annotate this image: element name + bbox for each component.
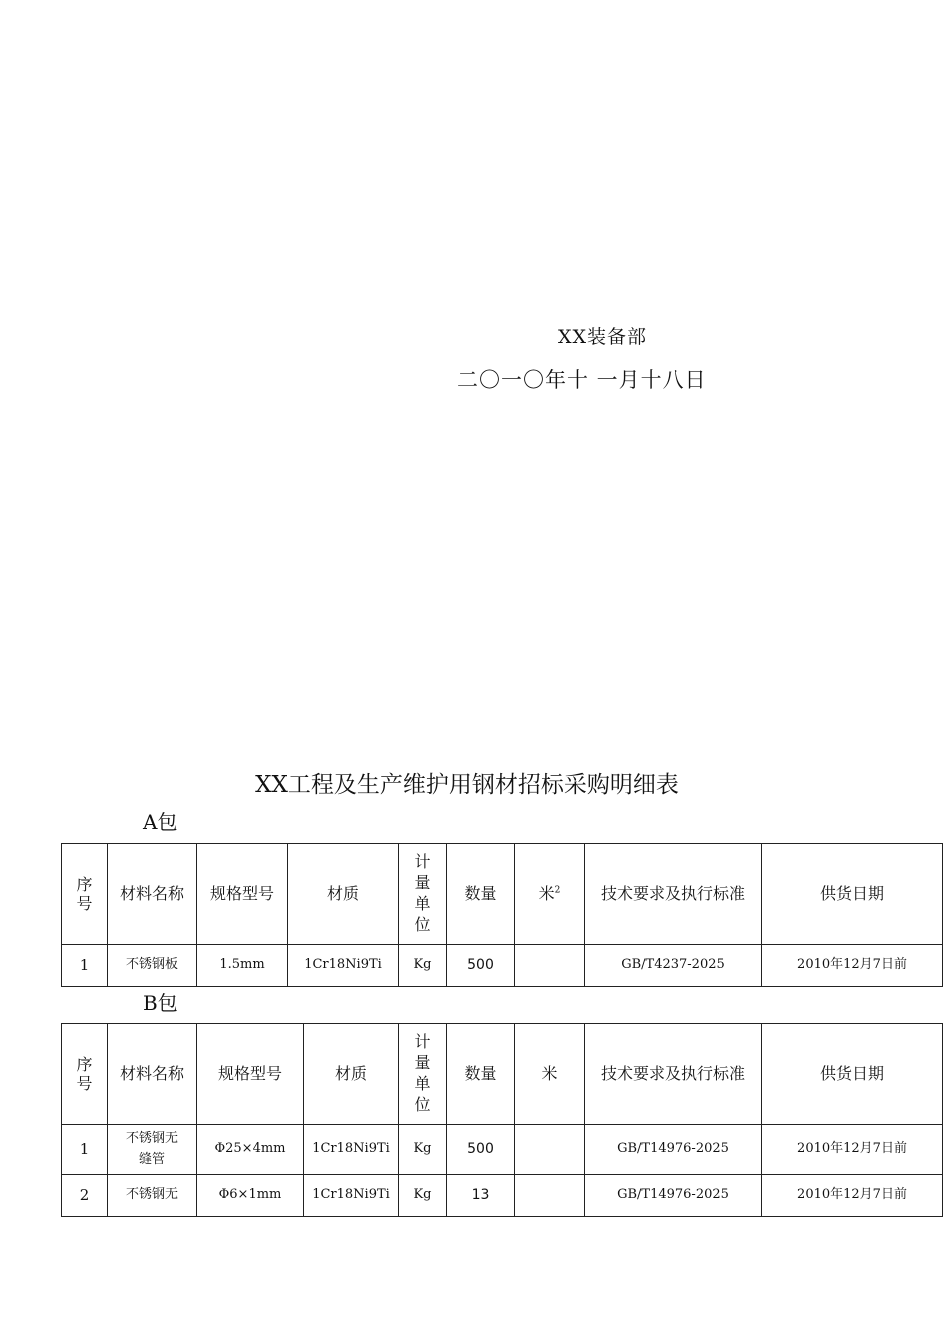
issuer-name: XX装备部 [558, 326, 648, 348]
cell-date: 2010年12月7日前 [762, 1175, 943, 1217]
header-spec: 规格型号 [197, 844, 288, 945]
header-unit: 计量单位 [399, 844, 447, 945]
issue-date: 二〇一〇年十 一月十八日 [457, 368, 707, 392]
cell-standard: GB/T4237-2025 [585, 945, 762, 987]
cell-qty: 13 [447, 1175, 515, 1217]
cell-seq: 1 [62, 1125, 108, 1175]
header-qty: 数量 [447, 1024, 515, 1125]
cell-meter [515, 1125, 585, 1175]
cell-qty: 500 [447, 945, 515, 987]
header-date: 供货日期 [762, 1024, 943, 1125]
document-title-text: XX工程及生产维护用钢材招标采购明细表 [255, 772, 679, 798]
cell-meter [515, 945, 585, 987]
cell-unit: Kg [399, 1175, 447, 1217]
cell-material: 1Cr18Ni9Ti [304, 1125, 399, 1175]
header-qty: 数量 [447, 844, 515, 945]
header-spec: 规格型号 [197, 1024, 304, 1125]
cell-name: 不锈钢板 [108, 945, 197, 987]
cell-unit: Kg [399, 1125, 447, 1175]
cell-name: 不锈钢无 [108, 1175, 197, 1217]
package-b-table [61, 1023, 943, 1217]
header-seq: 序号 [62, 1024, 108, 1125]
header-material: 材质 [288, 844, 399, 945]
table-row [62, 1175, 943, 1217]
cell-spec: 1.5mm [197, 945, 288, 987]
header-material: 材质 [304, 1024, 399, 1125]
package-a-table [61, 843, 943, 987]
package-b-label: B包 [143, 991, 178, 1015]
header-seq: 序号 [62, 844, 108, 945]
cell-date: 2010年12月7日前 [762, 1125, 943, 1175]
header-name: 材料名称 [108, 844, 197, 945]
cell-name: 不锈钢无缝管 [108, 1125, 197, 1175]
cell-seq: 2 [62, 1175, 108, 1217]
cell-seq: 1 [62, 945, 108, 987]
cell-standard: GB/T14976-2025 [585, 1125, 762, 1175]
cell-material: 1Cr18Ni9Ti [288, 945, 399, 987]
package-a-label: A包 [143, 810, 178, 834]
header-name: 材料名称 [108, 1024, 197, 1125]
header-unit: 计量单位 [399, 1024, 447, 1125]
table-row [62, 945, 943, 987]
header-standard: 技术要求及执行标准 [585, 844, 762, 945]
cell-standard: GB/T14976-2025 [585, 1175, 762, 1217]
header-standard: 技术要求及执行标准 [585, 1024, 762, 1125]
header-date: 供货日期 [762, 844, 943, 945]
header-meter: 米 [515, 1024, 585, 1125]
cell-spec: Φ25×4mm [197, 1125, 304, 1175]
cell-date: 2010年12月7日前 [762, 945, 943, 987]
table-header-row [62, 844, 943, 945]
cell-spec: Φ6×1mm [197, 1175, 304, 1217]
cell-material: 1Cr18Ni9Ti [304, 1175, 399, 1217]
cell-unit: Kg [399, 945, 447, 987]
cell-meter [515, 1175, 585, 1217]
table-header-row [62, 1024, 943, 1125]
cell-qty: 500 [447, 1125, 515, 1175]
header-meter: 米$^2$ [515, 844, 585, 945]
document-title [0, 766, 950, 799]
table-row [62, 1125, 943, 1175]
